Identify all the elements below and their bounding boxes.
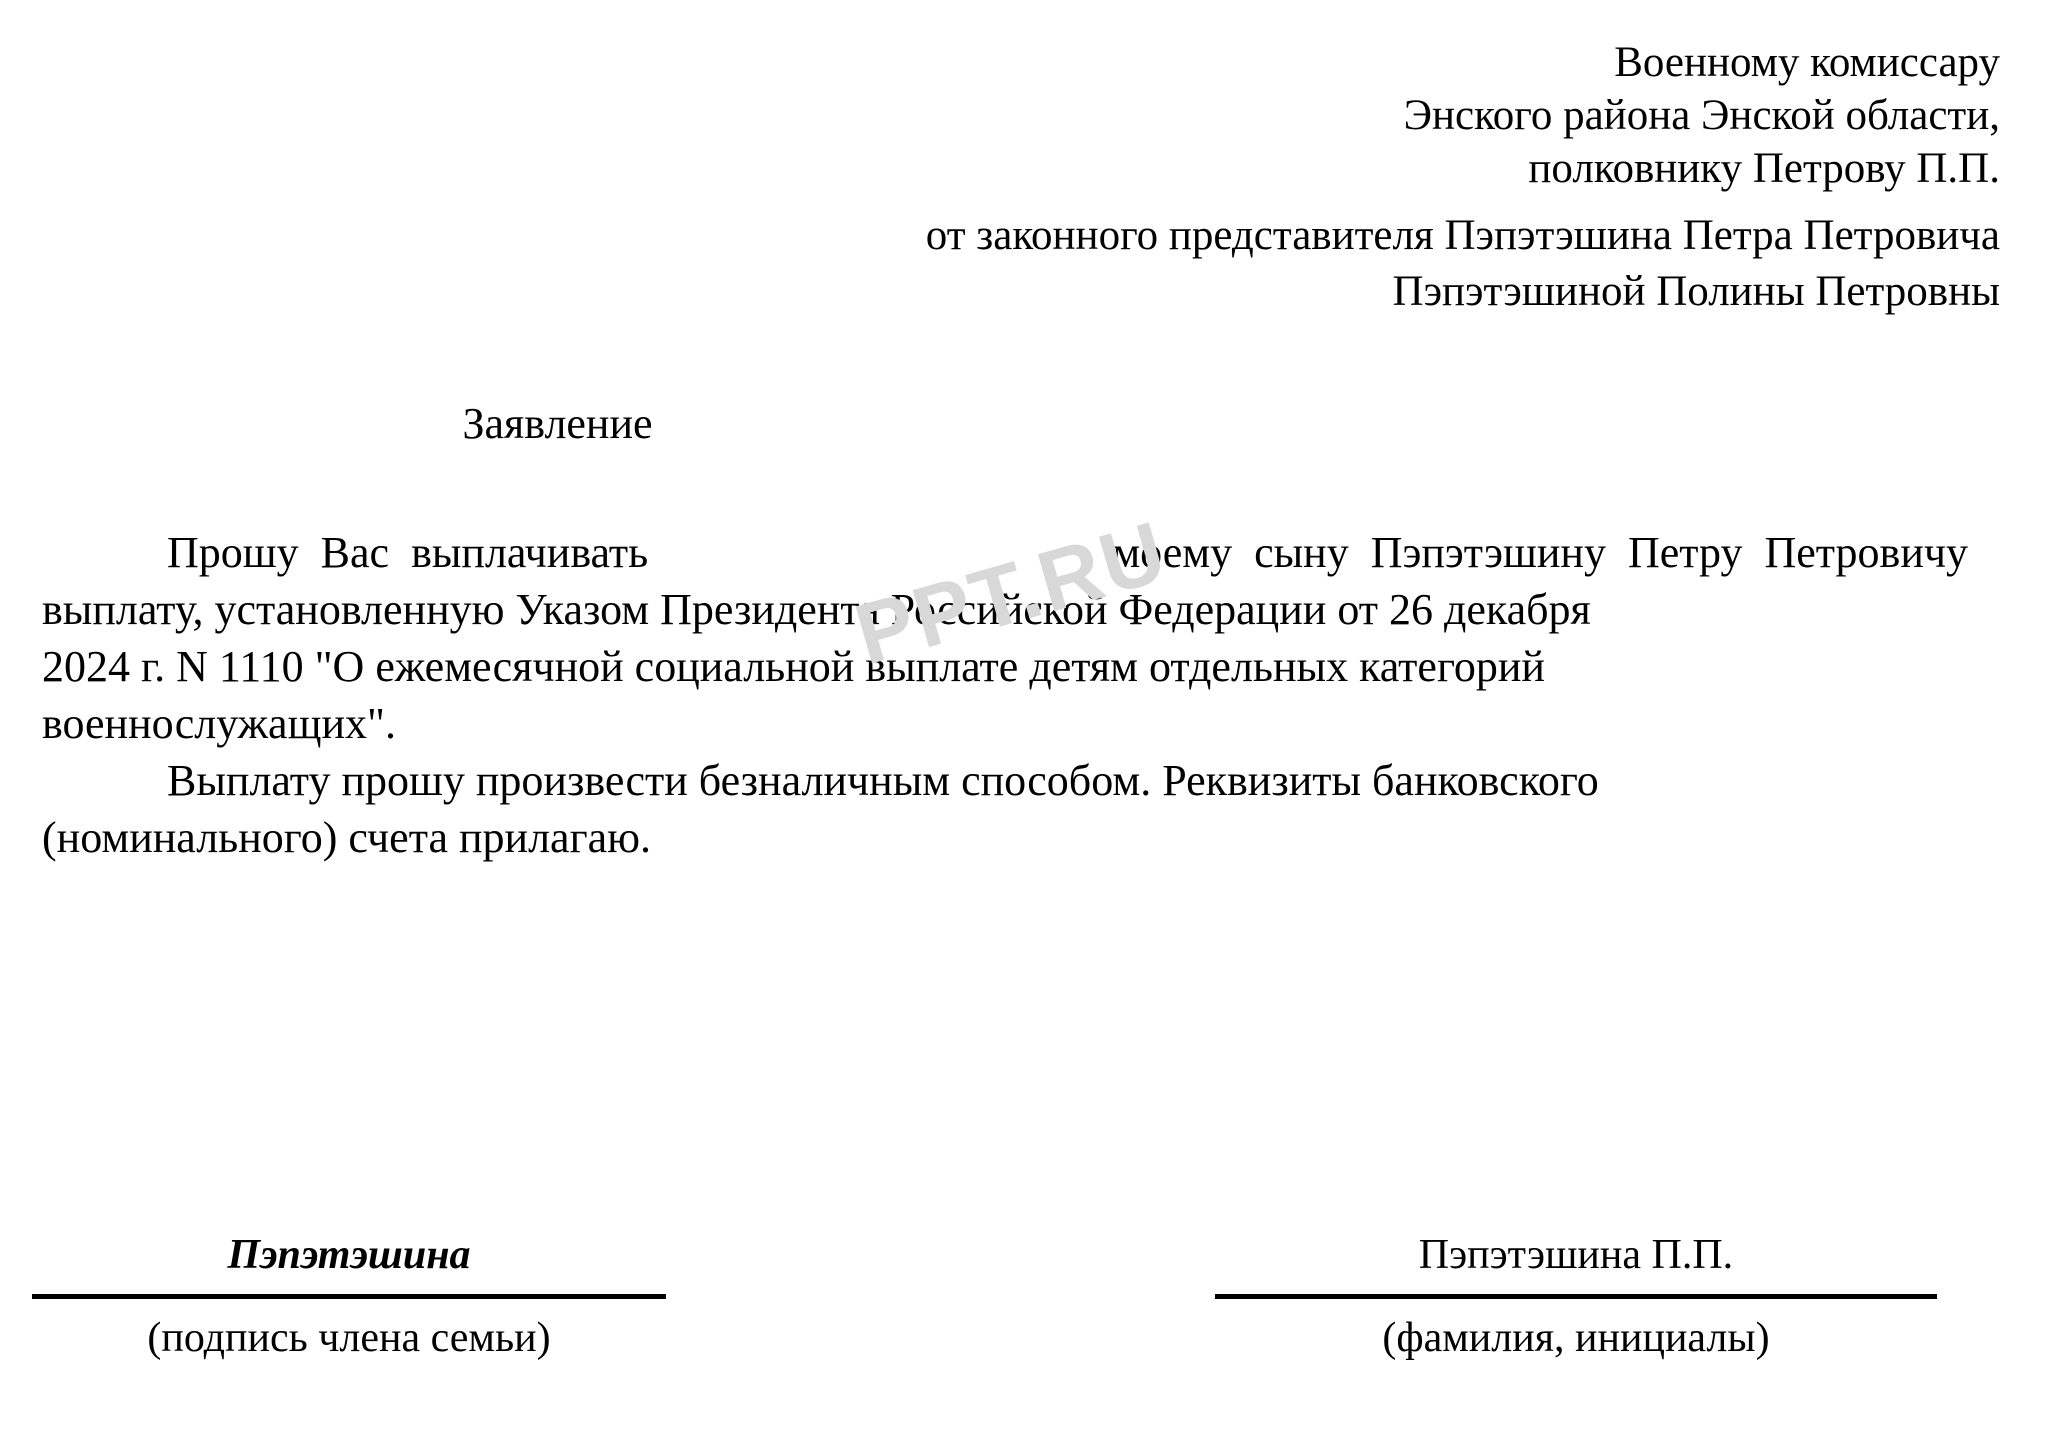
signature-value-right: Пэпэтэшина П.П. [1418, 1232, 1734, 1278]
paragraph-1-indent-and-start [42, 524, 648, 581]
body-paragraph-1-line-1 [42, 524, 1968, 581]
body-paragraph-1-line-4: военнослужащих". [42, 699, 396, 748]
signature-caption-left: (подпись члена семьи) [147, 1315, 551, 1361]
addressee-line-2: Энского района Энской области, [1403, 92, 2000, 139]
addressee-line-3: полковнику Петрову П.П. [1528, 145, 2000, 192]
applicant-line-2: Пэпэтэшиной Полины Петровны [1392, 268, 2000, 315]
body-p1-l1-right: моему сыну Пэпэтэшину Петру Петровичу [1112, 528, 1968, 577]
body-paragraph-2-line-1 [42, 752, 1968, 809]
signature-caption-right: (фамилия, инициалы) [1382, 1315, 1770, 1361]
signature-rule-right [1215, 1294, 1937, 1299]
document-body [42, 524, 1968, 866]
body-paragraph-2-line-2: (номинального) счета прилагаю. [42, 813, 652, 862]
document-title: Заявление [462, 399, 653, 448]
signature-area [0, 1230, 2051, 1430]
signature-column-left [32, 1230, 666, 1363]
body-paragraph-1-line-2: выплату, установленную Указом Президента Российской Федерации от 26 декабря [42, 585, 1591, 634]
applicant-block [560, 208, 2000, 320]
body-paragraph-1-line-3: 2024 г. N 1110 "О ежемесячной социальной выплате детям отдельных категорий [42, 642, 1545, 691]
addressee-line-1: Военному комиссару [1614, 39, 2000, 86]
body-p1-l1-left: Прошу Вас выплачивать [167, 528, 649, 577]
addressee-block [700, 36, 2000, 195]
applicant-line-1: от законного представителя Пэпэтэшина Петра Петровича [925, 212, 2000, 259]
body-p2-l1-text: Выплату прошу произвести безналичным способом. Реквизиты банковского [167, 756, 1599, 805]
signature-rule-left [32, 1294, 666, 1299]
watermark-ppt-ru: PPT.RU [845, 503, 1178, 684]
signature-column-right [1215, 1230, 1937, 1363]
signature-value-left: Пэпэтэшина [227, 1232, 471, 1278]
